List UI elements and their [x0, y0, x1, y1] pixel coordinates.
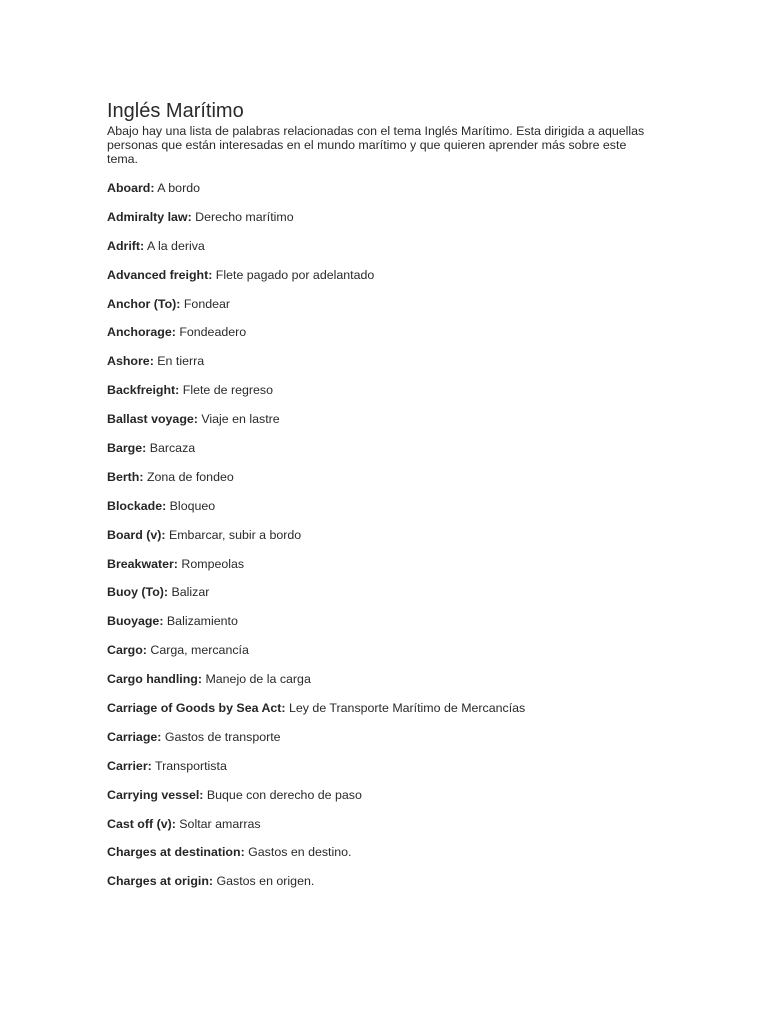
- glossary-entry: [107, 354, 707, 383]
- glossary-term: Backfreight:: [107, 383, 180, 398]
- glossary-entry: [107, 499, 707, 528]
- glossary-entry: [107, 672, 707, 701]
- glossary-entry: [107, 268, 707, 297]
- glossary-term: Charges at destination:: [107, 845, 245, 860]
- glossary-entry: [107, 210, 707, 239]
- glossary-entry: [107, 701, 707, 730]
- glossary-definition: Viaje en lastre: [201, 412, 280, 427]
- glossary-term: Carriage of Goods by Sea Act:: [107, 701, 286, 716]
- intro-paragraph: Abajo hay una lista de palabras relacionadas con el tema Inglés Marítimo. Esta dirigida a aquellas personas que están interesadas en el mundo marítimo y que quieren aprender más sobre este tema.: [107, 124, 645, 166]
- glossary-term: Carriage:: [107, 729, 162, 744]
- glossary-definition: Soltar amarras: [179, 816, 261, 831]
- glossary-definition: Flete pagado por adelantado: [215, 267, 375, 282]
- glossary-term: Cargo:: [107, 643, 147, 658]
- glossary-entry: [107, 470, 707, 499]
- glossary-definition: Balizamiento: [166, 614, 238, 629]
- glossary-term: Board (v):: [107, 527, 166, 542]
- glossary-term: Ashore:: [107, 354, 154, 369]
- page-title: Inglés Marítimo: [107, 100, 244, 122]
- glossary-definition: Fondear: [183, 296, 231, 311]
- glossary-term: Anchorage:: [107, 325, 176, 340]
- glossary-definition: En tierra: [157, 354, 205, 369]
- glossary-term: Admiralty law:: [107, 209, 192, 224]
- glossary-entry: [107, 730, 707, 759]
- glossary-definition: Buque con derecho de paso: [206, 787, 362, 802]
- glossary-definition: A la deriva: [146, 238, 205, 253]
- glossary-definition: Barcaza: [149, 441, 196, 456]
- glossary-entry: [107, 817, 707, 846]
- glossary-entry: [107, 441, 707, 470]
- glossary-entry: [107, 643, 707, 672]
- glossary-definition: Manejo de la carga: [205, 672, 311, 687]
- glossary-entry: [107, 325, 707, 354]
- glossary-term: Advanced freight:: [107, 267, 213, 282]
- glossary-definition: Rompeolas: [181, 556, 245, 571]
- glossary-entry: [107, 585, 707, 614]
- glossary-term: Anchor (To):: [107, 296, 181, 311]
- glossary-term: Berth:: [107, 469, 144, 484]
- glossary-definition: Zona de fondeo: [146, 469, 234, 484]
- glossary-term: Buoy (To):: [107, 585, 169, 600]
- glossary-definition: Flete de regreso: [182, 383, 273, 398]
- glossary-entry: [107, 181, 707, 210]
- glossary-definition: Carga, mercancía: [150, 643, 249, 658]
- glossary-definition: Gastos de transporte: [164, 729, 281, 744]
- glossary-term: Carrying vessel:: [107, 787, 204, 802]
- glossary-list: [107, 181, 707, 903]
- glossary-term: Charges at origin:: [107, 874, 214, 889]
- glossary-entry: [107, 759, 707, 788]
- glossary-definition: Bloqueo: [169, 498, 216, 513]
- glossary-definition: Embarcar, subir a bordo: [168, 527, 302, 542]
- glossary-entry: [107, 557, 707, 586]
- glossary-entry: [107, 788, 707, 817]
- glossary-entry: [107, 297, 707, 326]
- glossary-entry: [107, 239, 707, 268]
- glossary-definition: Derecho marítimo: [195, 209, 294, 224]
- glossary-term: Ballast voyage:: [107, 412, 198, 427]
- glossary-entry: [107, 614, 707, 643]
- glossary-definition: A bordo: [157, 181, 200, 195]
- glossary-term: Blockade:: [107, 498, 167, 513]
- glossary-entry: [107, 874, 707, 903]
- glossary-term: Aboard:: [107, 181, 155, 195]
- glossary-entry: [107, 528, 707, 557]
- glossary-definition: Gastos en origen.: [216, 874, 315, 889]
- glossary-entry: [107, 412, 707, 441]
- glossary-term: Cargo handling:: [107, 672, 202, 687]
- glossary-term: Buoyage:: [107, 614, 164, 629]
- glossary-definition: Ley de Transporte Marítimo de Mercancías: [289, 701, 526, 716]
- glossary-entry: [107, 845, 707, 874]
- glossary-definition: Transportista: [154, 758, 227, 773]
- glossary-entry: [107, 383, 707, 412]
- glossary-term: Cast off (v):: [107, 816, 176, 831]
- glossary-term: Breakwater:: [107, 556, 178, 571]
- glossary-term: Barge:: [107, 441, 147, 456]
- glossary-definition: Gastos en destino.: [248, 845, 352, 860]
- glossary-definition: Balizar: [171, 585, 210, 600]
- glossary-term: Carrier:: [107, 758, 152, 773]
- glossary-definition: Fondeadero: [179, 325, 247, 340]
- glossary-term: Adrift:: [107, 238, 145, 253]
